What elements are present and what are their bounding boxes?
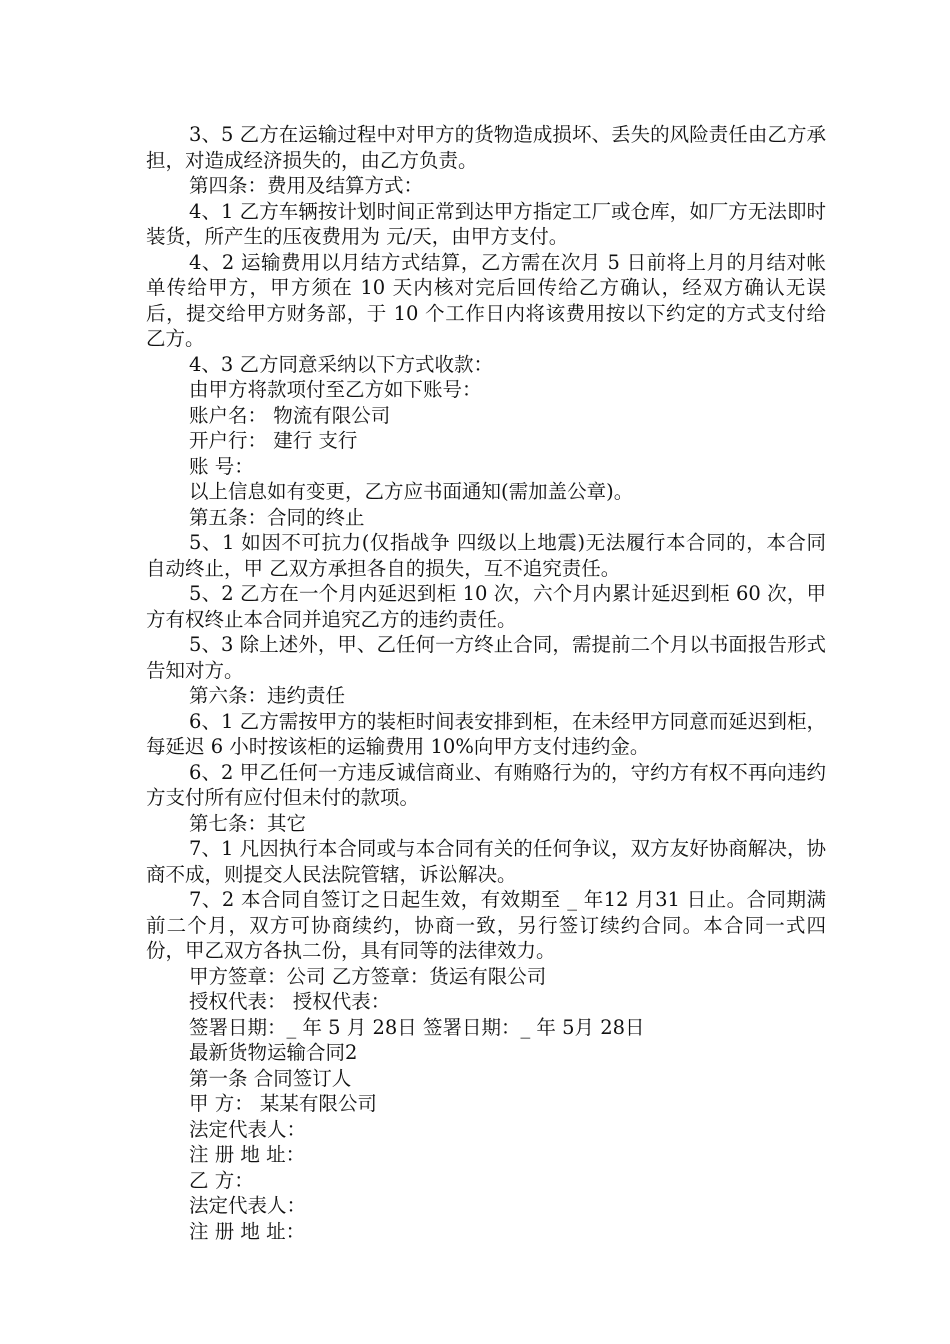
clause-4-3: 4、3 乙方同意采纳以下方式收款：: [189, 352, 494, 376]
account-name: 账户名： 物流有限公司: [189, 403, 391, 427]
clause-5-3: 5、3 除上述外，甲、乙任何一方终止合同，需提前二个月以书面报告形式告知对方。: [146, 633, 826, 682]
account-number: 账 号：: [189, 454, 254, 478]
payment-instruction: 由甲方将款项付至乙方如下账号：: [189, 378, 482, 401]
party-a: 甲 方： 某某有限公司: [189, 1092, 377, 1115]
heading-article-1: 第一条 合同签订人: [189, 1066, 352, 1090]
party-a-legal-rep: 法定代表人：: [189, 1117, 307, 1141]
heading-article-6: 第六条：违约责任: [189, 684, 346, 707]
clause-5-1: 5、1 如因不可抗力(仅指战争 四级以上地震)无法履行本合同的，本合同自动终止，甲 乙双方承担各自的损失，互不追究责任。: [146, 531, 826, 580]
party-b: 乙 方：: [189, 1168, 254, 1192]
clause-7-1: 7、1 凡因执行本合同或与本合同有关的任何争议，双方友好协商解决，协商不成，则提交人民法院管辖，诉讼解决。: [146, 837, 826, 886]
party-a-address: 注 册 地 址：: [189, 1143, 306, 1166]
heading-article-4: 第四条：费用及结算方式：: [189, 174, 424, 197]
clause-6-1: 6、1 乙方需按甲方的装柜时间表安排到柜，在未经甲方同意而延迟到柜，每延迟 6 小时按该柜的运输费用 10%向甲方支付违约金。: [146, 709, 826, 758]
clause-4-2: 4、2 运输费用以月结方式结算，乙方需在次月 5 日前将上月的月结对帐单传给甲方，甲方须在 10 天内核对完后回传给乙方确认，经双方确认无误后，提交给甲方财务部，于 10 个工作日内将该费用按以下约定的方式支付给乙方。: [146, 250, 826, 350]
party-b-address: 注 册 地 址：: [189, 1219, 306, 1243]
party-b-legal-rep: 法定代表人：: [189, 1194, 307, 1217]
heading-article-7: 第七条：其它: [189, 811, 307, 835]
clause-5-2: 5、2 乙方在一个月内延迟到柜 10 次，六个月内累计延迟到柜 60 次，甲方有权终止本合同并追究乙方的违约责任。: [146, 582, 826, 631]
clause-4-1: 4、1 乙方车辆按计划时间正常到达甲方指定工厂或仓库，如厂方无法即时装货，所产生的压夜费用为 元/天，由甲方支付。: [146, 199, 826, 248]
authorized-representatives: 授权代表： 授权代表：: [189, 990, 391, 1013]
signing-dates: 签署日期：_ 年 5 月 28日 签署日期：_ 年 5月 28日: [189, 1015, 645, 1039]
clause-3-5: 3、5 乙方在运输过程中对甲方的货物造成损坏、丢失的风险责任由乙方承担，对造成经济损失的，由乙方负责。: [146, 123, 826, 172]
clause-7-2: 7、2 本合同自签订之日起生效，有效期至 _ 年12 月31 日止。合同期满前二个月，双方可协商续约，协商一致，另行签订续约合同。本合同一式四份，甲乙双方各执二份，具有同等的法律效力。: [146, 888, 826, 962]
heading-article-5: 第五条：合同的终止: [189, 505, 365, 529]
contract-2-title: 最新货物运输合同2: [189, 1041, 358, 1064]
signature-parties: 甲方签章：公司 乙方签章：货运有限公司: [189, 964, 547, 988]
contract-text-body: [146, 122, 826, 1244]
opening-bank: 开户行： 建行 支行: [189, 429, 358, 452]
clause-6-2: 6、2 甲乙任何一方违反诚信商业、有贿赂行为的，守约方有权不再向违约方支付所有应付但未付的款项。: [146, 760, 826, 809]
change-notice: 以上信息如有变更，乙方应书面通知(需加盖公章)。: [189, 480, 634, 503]
